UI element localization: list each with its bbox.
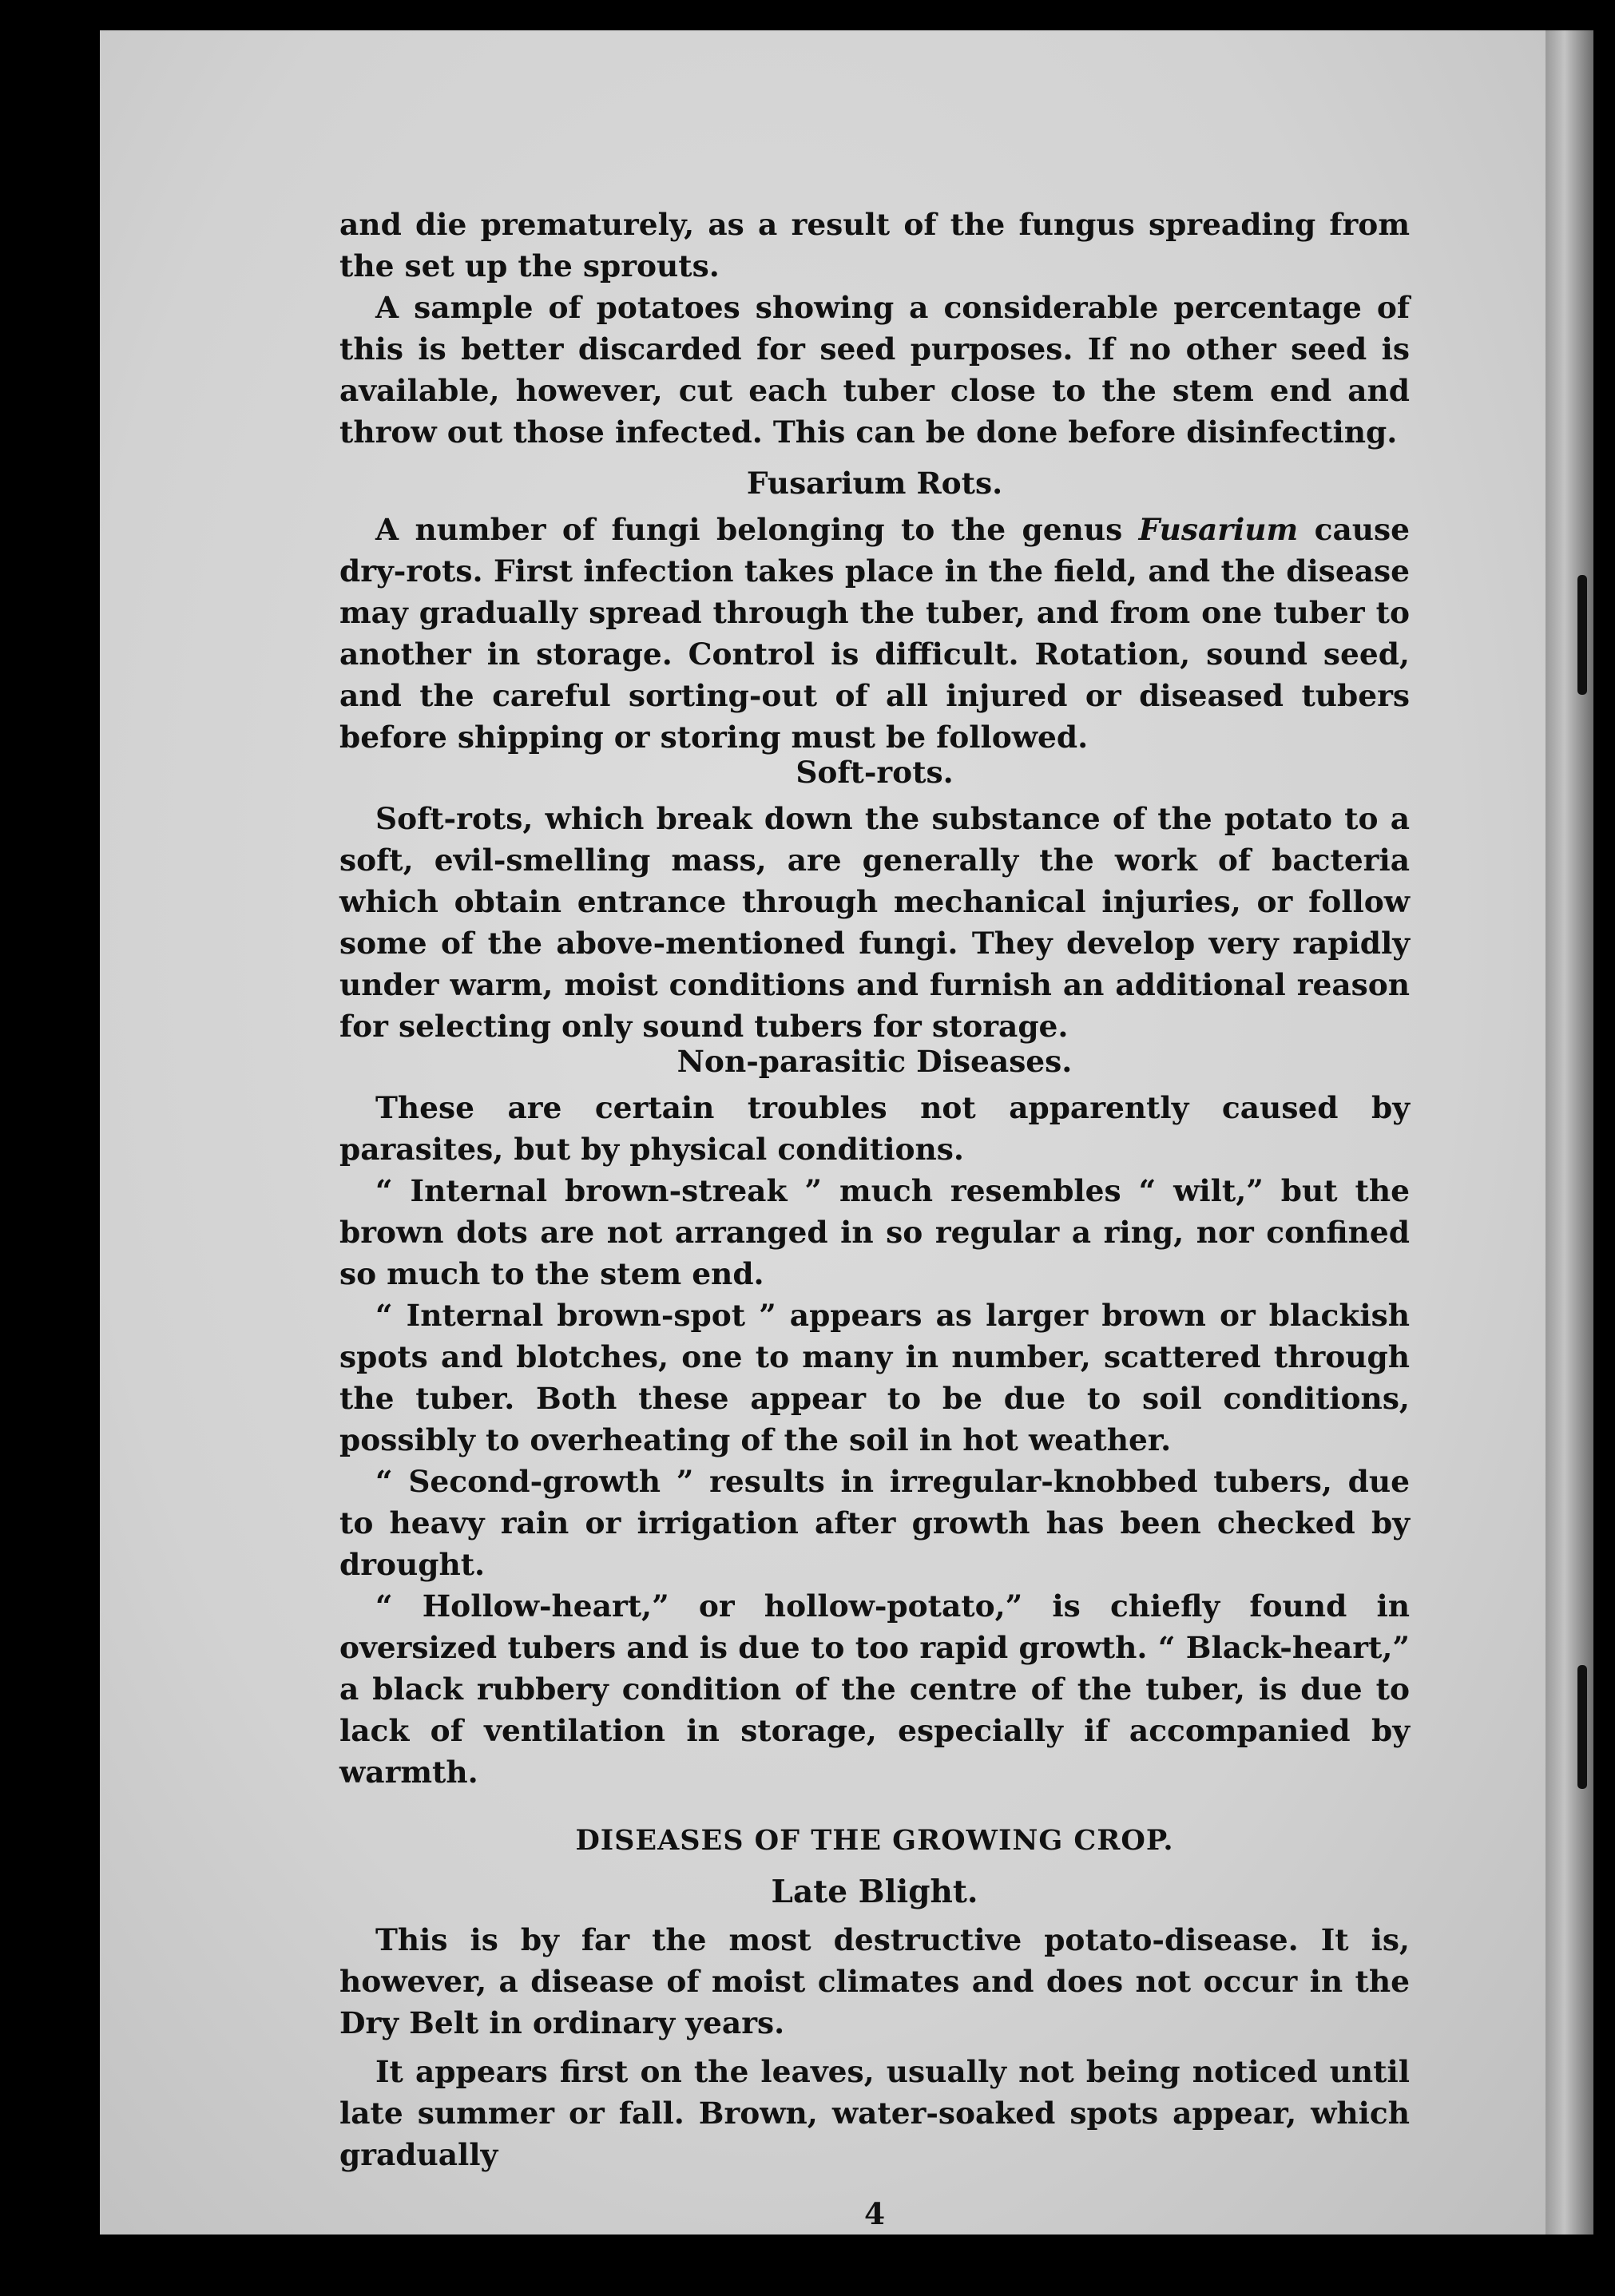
body-paragraph: “ Hollow-heart,” or hollow-potato,” is chiefly found in oversized tubers and is due to too rapid growth. “ Black-heart,” a black rubbery condition of the centre of the tuber, is due to lack of ventilation in storage, especially if accompanied by warmth. bbox=[339, 1588, 1410, 1790]
body-paragraph: “ Internal brown-streak ” much resembles “ wilt,” but the brown dots are not arranged in so regular a ring, nor confined so much to the stem end. bbox=[339, 1173, 1410, 1291]
body-paragraph: This is by far the most destructive potato-disease. It is, however, a disease of moist climates and does not occur in the Dry Belt in ordinary years. bbox=[339, 1922, 1410, 2040]
body-paragraph: A sample of potatoes showing a considerable percentage of this is better discarded for seed purposes. If no other seed is available, however, cut each tuber close to the stem end and throw out those infected. This can be done before disinfecting. bbox=[339, 290, 1410, 450]
page-content bbox=[339, 204, 1410, 2235]
chapter-heading-growing-crop: DISEASES OF THE GROWING CROP. bbox=[575, 1824, 1174, 1857]
body-paragraph: These are certain troubles not apparently caused by parasites, but by physical conditions. bbox=[339, 1090, 1410, 1167]
body-paragraph: and die prematurely, as a result of the fungus spreading from the set up the sprouts. bbox=[339, 207, 1410, 284]
body-paragraph: Soft-rots, which break down the substance of the potato to a soft, evil-smelling mass, are generally the work of bacteria which obtain entrance through mechanical injuries, or follow some of the above-mentioned fungi. They develop very rapidly under warm, moist conditions and furnish an additional reason for selecting only sound tubers for storage. bbox=[339, 801, 1410, 1044]
section-heading-late-blight: Late Blight. bbox=[771, 1874, 978, 1910]
page-number: 4 bbox=[863, 2196, 886, 2231]
section-heading-soft-rots: Soft-rots. bbox=[796, 755, 954, 790]
genus-name: Fusarium bbox=[1138, 512, 1299, 547]
body-paragraph: It appears first on the leaves, usually not being noticed until late summer or fall. Brown, water-soaked spots appear, which gradually bbox=[339, 2054, 1410, 2172]
page-gutter bbox=[1546, 30, 1593, 2235]
binding-clip-bottom bbox=[1577, 1665, 1587, 1789]
body-paragraph-fusarium: A number of fungi belonging to the genus Fusarium cause dry-rots. First infection takes place in the field, and the disease may gradually spread through the tuber, and from one tuber to another in storage. Control is difficult. Rotation, sound seed, and the careful sorting-out of all injured or diseased tubers before shipping or storing must be followed. bbox=[339, 512, 1411, 755]
body-paragraph: “ Internal brown-spot ” appears as larger brown or blackish spots and blotches, one to many in number, scattered through the tuber. Both these appear to be due to soil conditions, possibly to overheating of the soil in hot weather. bbox=[339, 1298, 1410, 1457]
body-paragraph: “ Second-growth ” results in irregular-knobbed tubers, due to heavy rain or irrigation after growth has been checked by drought. bbox=[339, 1464, 1410, 1582]
section-heading-non-parasitic: Non-parasitic Diseases. bbox=[677, 1044, 1073, 1079]
binding-clip-top bbox=[1577, 575, 1587, 695]
section-heading-fusarium: Fusarium Rots. bbox=[746, 466, 1003, 501]
